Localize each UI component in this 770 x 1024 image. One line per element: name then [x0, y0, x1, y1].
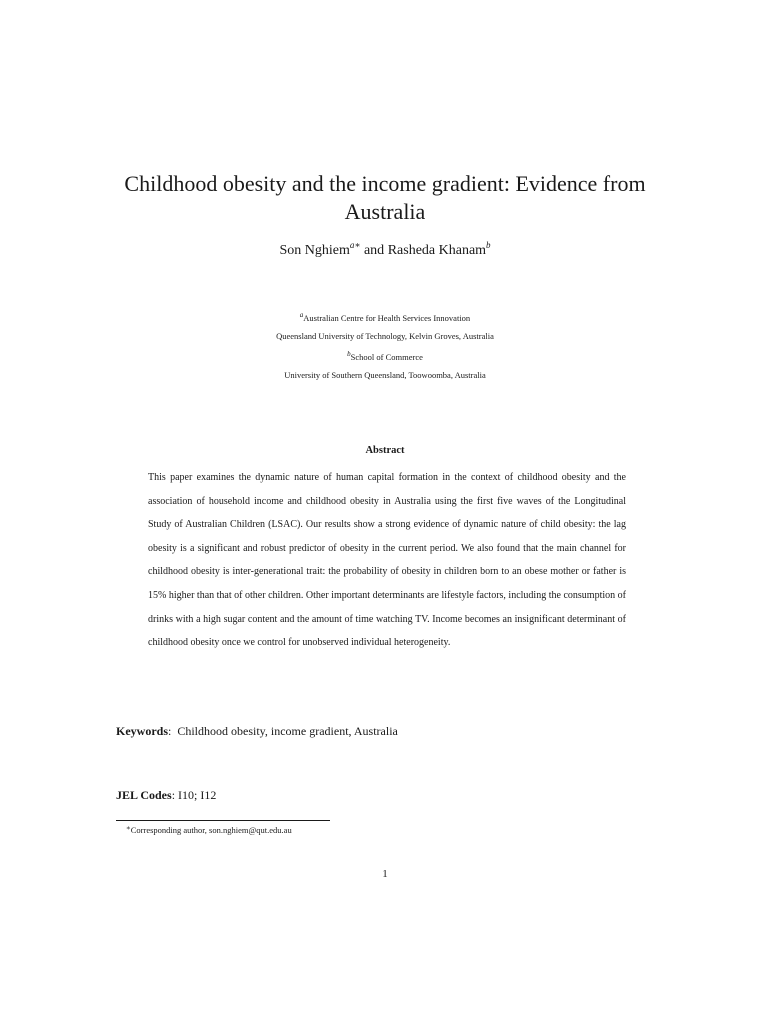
- footnote-divider: [116, 820, 330, 821]
- author-affiliation-mark: b: [486, 240, 491, 250]
- footnote-mark: ∗: [126, 824, 131, 832]
- affiliation-mark: a: [299, 311, 304, 319]
- author-name: Son Nghiem: [279, 243, 350, 258]
- keywords-separator: :: [168, 724, 178, 738]
- affiliation-location: Queensland University of Technology, Kelvin Groves, Australia: [276, 331, 494, 341]
- abstract-heading: Abstract: [365, 445, 405, 456]
- abstract-text: This paper examines the dynamic nature of human capital formation in the context of childhood obesity and the association of household income and childhood obesity in Australia using the first five waves of the Longitudinal Study of Australian Children (LSAC). Our results show a strong evidence of dynamic nature of child obesity: the lag obesity is a significant and robust predictor of obesity in the current period. We also found that the main channel for childhood obesity is inter-generational trait: the probability of obesity in children born to an obese mother or father is 15% higher than that of other children. Other important determinants are lifestyle factors, including the consumption of drinks with a high sugar content and the amount of time watching TV. Income becomes an insignificant determinant of childhood obesity once we control for unobserved individual heterogeneity.: [148, 472, 626, 649]
- affiliation-mark: b: [347, 350, 351, 358]
- jel-codes-separator: :: [171, 788, 179, 802]
- author-line: [0, 240, 770, 259]
- jel-codes-line: [116, 788, 216, 803]
- footnote: [126, 824, 292, 835]
- author-affiliation-mark: a∗: [349, 240, 361, 250]
- page-number: 1: [382, 868, 388, 880]
- footnote-text: Corresponding author, son.nghiem@qut.edu.au: [130, 825, 292, 835]
- jel-codes-value: I10; I12: [178, 788, 217, 802]
- affiliation-name-text: School of Commerce: [350, 352, 423, 362]
- jel-codes-label: JEL Codes: [116, 788, 172, 802]
- author-name: Rasheda Khanam: [387, 243, 487, 258]
- keywords-label: Keywords: [116, 724, 168, 738]
- paper-title: Childhood obesity and the income gradient: Evidence from Australia: [124, 171, 646, 224]
- author-conjunction: and: [360, 243, 388, 258]
- affiliation-location: University of Southern Queensland, Toowoomba, Australia: [284, 370, 486, 380]
- affiliation-name: [0, 311, 770, 323]
- affiliation-name-text: Australian Centre for Health Services Innovation: [303, 313, 471, 323]
- affiliation-name: [0, 350, 770, 362]
- keywords-line: [116, 724, 398, 739]
- keywords-value: Childhood obesity, income gradient, Australia: [177, 724, 398, 738]
